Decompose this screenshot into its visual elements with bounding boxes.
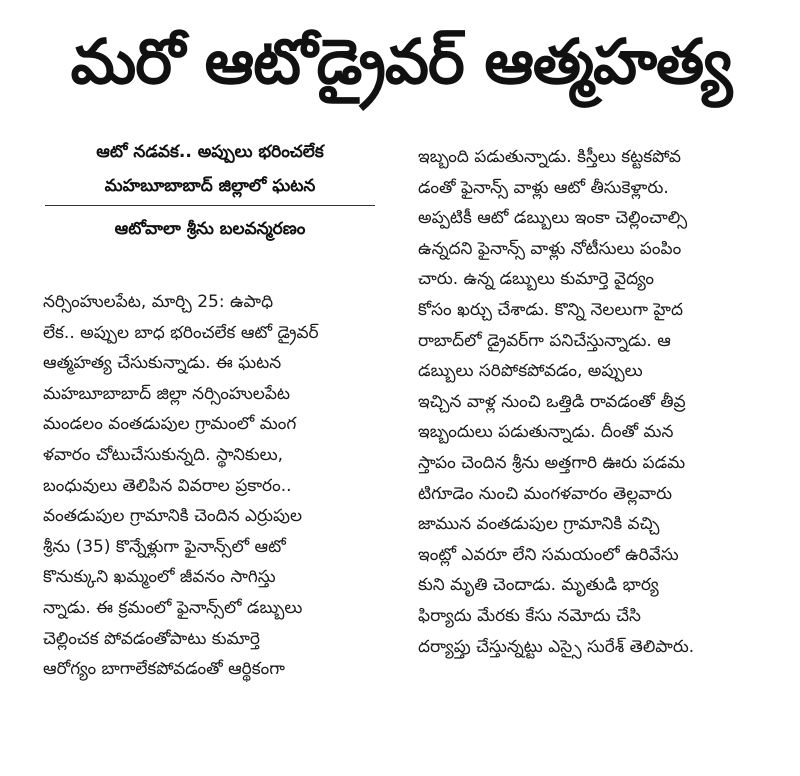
article-body-right-column	[418, 142, 782, 662]
subhead-line-2: మహబూబాబాద్ జిల్లాలో ఘటన	[104, 176, 316, 196]
body-line: ఉన్నదని ఫైనాన్స్ వాళ్లు నోటీసులు పంపిం	[418, 238, 682, 259]
body-line: ఆత్మహత్య చేసుకున్నాడు. ఈ ఘటన	[43, 353, 282, 374]
body-line: డబ్బులు సరిపోకపోవడం, అప్పులు	[418, 361, 643, 382]
subhead-line-3: ఆటోవాలా శ్రీను బలవన్మరణం	[114, 219, 306, 239]
body-line: ఇచ్చిన వాళ్ల నుంచి ఒత్తిడి రావడంతో తీవ్ర	[418, 391, 686, 412]
article-body-left-column	[43, 287, 393, 685]
body-line: వంతడుపుల గ్రామానికి చెందిన ఎర్రుపుల	[43, 506, 303, 527]
body-line: జామున వంతడుపుల గ్రామానికి వచ్చి	[418, 514, 660, 535]
body-line: ళవారం చోటుచేసుకున్నది. స్థానికులు,	[43, 444, 283, 465]
body-line: ఇంట్లో ఎవరూ లేని సమయంలో ఉరివేసు	[418, 544, 679, 565]
body-line: ఆరోగ్యం బాగాలేకపోవడంతో ఆర్థికంగా	[43, 659, 285, 680]
body-line: శ్రీను (35) కొన్నేళ్లుగా ఫైనాన్స్‌లో ఆటో	[43, 536, 286, 557]
body-line: కుని మృతి చెందాడు. మృతుడి భార్య	[418, 575, 659, 596]
subhead-line-1: ఆటో నడవక.. అప్పులు భరించలేక	[96, 142, 324, 162]
subhead-box	[45, 135, 375, 246]
subhead-divider	[45, 205, 375, 206]
body-line: ఇబ్బంది పడుతున్నాడు. కిస్తీలు కట్టకపోవ	[418, 147, 681, 167]
body-line: ఇబ్బందులు పడుతున్నాడు. దీంతో మన	[418, 422, 674, 443]
body-line: మహబూబాబాద్ జిల్లా నర్సింహులపేట	[43, 383, 291, 404]
body-line: చారు. ఉన్న డబ్బులు కుమార్తె వైద్యం	[418, 269, 655, 290]
article-headline: మరో ఆటోడ్రైవర్ ఆత్మహత్య	[70, 25, 732, 98]
body-line: కొనుక్కుని ఖమ్మంలో జీవనం సాగిస్తు	[43, 567, 276, 588]
body-line: అప్పటికీ ఆటో డబ్బులు ఇంకా చెల్లించాల్సి	[418, 208, 688, 229]
body-line: లేక.. అప్పుల బాధ భరించలేక ఆటో డ్రైవర్	[43, 322, 319, 343]
body-line: స్తాపం చెందిన శ్రీను అత్తగారి ఊరు పడమ	[418, 452, 686, 473]
body-line: డంతో ఫైనాన్స్ వాళ్లు ఆటో తీసుకెళ్లారు.	[418, 177, 669, 198]
body-line: మండలం వంతడుపుల గ్రామంలో మంగ	[43, 414, 297, 435]
body-line: బంధువులు తెలిపిన వివరాల ప్రకారం..	[43, 475, 292, 496]
body-line: న్నాడు. ఈ క్రమంలో ఫైనాన్స్‌లో డబ్బులు	[43, 597, 303, 618]
body-line: టిగూడెం నుంచి మంగళవారం తెల్లవారు	[418, 483, 673, 504]
body-line: చెల్లించక పోవడంతోపాటు కుమార్తె	[43, 628, 261, 649]
body-line: ఫిర్యాదు మేరకు కేసు నమోదు చేసి	[418, 605, 641, 626]
body-line: కోసం ఖర్చు చేశాడు. కొన్ని నెలలుగా హైద	[418, 299, 683, 320]
body-line: నర్సింహులపేట, మార్చి 25: ఉపాధి	[43, 292, 274, 312]
body-line: దర్యాప్తు చేస్తున్నట్టు ఎస్సై సురేశ్ తెలిపారు.	[418, 636, 695, 657]
body-line: రాబాద్‌లో డ్రైవర్‌గా పనిచేస్తున్నాడు. ఆ	[418, 330, 671, 351]
